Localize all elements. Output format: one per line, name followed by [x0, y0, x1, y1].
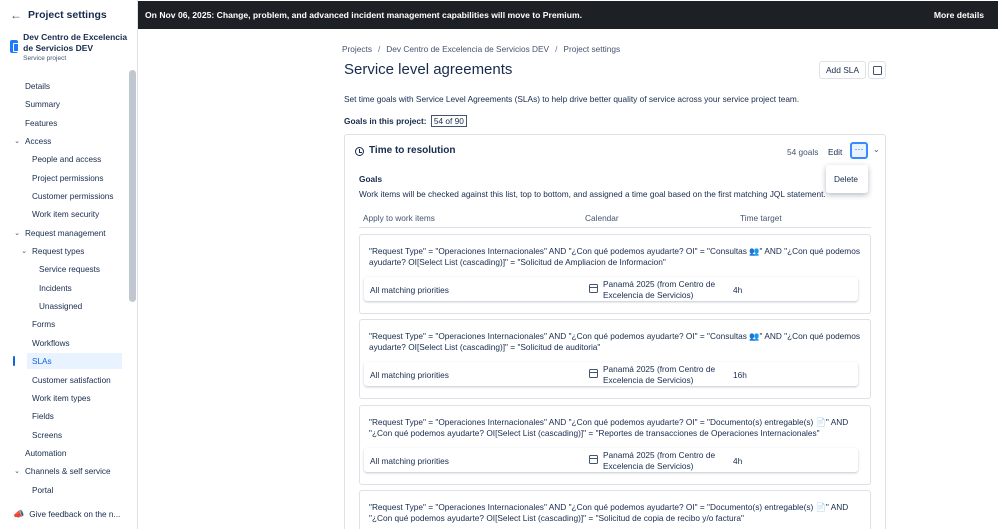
chevron-down-icon: ⌄ [14, 138, 20, 145]
project-name: Dev Centro de Excelencia de Servicios DEV [23, 32, 128, 53]
chevron-down-icon: ⌄ [21, 248, 27, 255]
megaphone-icon: 📣 [13, 508, 25, 519]
goals-label: Goals in this project: [344, 116, 427, 126]
column-header-apply: Apply to work items [363, 213, 435, 223]
sidebar-item-fields[interactable]: Fields [32, 411, 54, 421]
sidebar-item-project-permissions[interactable]: Project permissions [32, 173, 104, 183]
more-actions-menu [826, 165, 868, 193]
sidebar-item-request-management[interactable] [14, 225, 106, 241]
sidebar [0, 0, 138, 529]
sidebar-item-summary[interactable]: Summary [25, 99, 61, 109]
goal-rule [359, 319, 871, 399]
rule-priority: All matching priorities [370, 285, 449, 295]
sidebar-item-unassigned[interactable]: Unassigned [39, 301, 83, 311]
sidebar-item-work-item-types[interactable]: Work item types [32, 393, 91, 403]
sidebar-item-label: Access [25, 136, 52, 146]
chevron-down-icon: ⌄ [14, 230, 20, 237]
more-actions-button[interactable]: ··· [850, 142, 868, 159]
sidebar-item-portal[interactable]: Portal [32, 485, 54, 495]
breadcrumb-separator: / [555, 44, 558, 54]
sidebar-item-people-access[interactable]: People and access [32, 154, 102, 164]
sidebar-item-automation[interactable]: Automation [25, 448, 67, 458]
sidebar-item-channels[interactable] [14, 463, 111, 479]
calendar-icon [589, 284, 598, 293]
sla-title: Time to resolution [369, 145, 456, 156]
sla-card [344, 134, 886, 529]
sidebar-item-slas[interactable]: SLAs [27, 353, 122, 369]
banner-text: On Nov 06, 2025: Change, problem, and advanced incident management capabilities will move to Premium. [145, 10, 582, 20]
rule-calendar: Panamá 2025 (from Centro de Excelencia de Servicios) [603, 450, 716, 471]
rule-condition: "Request Type" = "Operaciones Internacionales" AND "¿Con qué podemos ayudarte? OI" = "Consultas 👥" AND "¿Con qué podemos ayudarte? OI[Select List (cascading)]" = "Solicitud de Ampliacion de Informacion" [369, 246, 860, 267]
calendar-icon [873, 66, 882, 75]
sla-card-header[interactable] [345, 135, 886, 167]
rule-priority: All matching priorities [370, 456, 449, 466]
goals-heading: Goals [359, 174, 383, 184]
rule-row[interactable] [364, 362, 858, 386]
breadcrumb-projects[interactable]: Projects [342, 44, 372, 54]
sidebar-item-features[interactable]: Features [25, 118, 58, 128]
sidebar-item-details[interactable]: Details [25, 81, 51, 91]
rule-calendar: Panamá 2025 (from Centro de Excelencia de Servicios) [603, 364, 716, 385]
give-feedback-button[interactable] [0, 502, 138, 526]
rule-condition: "Request Type" = "Operaciones Internacionales" AND "¿Con qué podemos ayudarte? OI" = "Documento(s) entregable(s) 📄" AND "¿Con qué podemos ayudarte? OI[Select List (cascading)]" = "Reportes de transacciones de Operaciones Internacionales" [369, 417, 849, 438]
back-arrow-icon[interactable]: ← [10, 8, 22, 22]
sidebar-item-customer-satisfaction[interactable]: Customer satisfaction [32, 375, 111, 385]
rule-condition: "Request Type" = "Operaciones Internacionales" AND "¿Con qué podemos ayudarte? OI" = "Documento(s) entregable(s) 📄" AND "¿Con qué podemos ayudarte? OI[Select List (cascading)]" = "Solicitud de copia de recibo y/o factura" [369, 502, 849, 523]
chevron-down-icon: ⌄ [14, 468, 20, 475]
breadcrumb-separator: / [377, 44, 381, 54]
calendar-icon [589, 369, 598, 378]
sidebar-item-forms[interactable]: Forms [32, 319, 56, 329]
project-icon [10, 40, 18, 53]
goal-rule [359, 405, 871, 485]
goals-description: Work items will be checked against this list, top to bottom, and assigned a time goal based on the first matching JQL statement. [359, 189, 826, 199]
header-divider [359, 227, 871, 228]
goals-count: 54 of 90 [431, 115, 467, 127]
menu-item-delete[interactable]: Delete [834, 174, 858, 184]
sidebar-item-service-requests[interactable]: Service requests [39, 264, 100, 274]
sidebar-item-access[interactable] [14, 133, 52, 149]
sidebar-scrollbar[interactable] [129, 70, 136, 302]
rule-time-target: 4h [733, 456, 743, 466]
sidebar-item-label: Request management [25, 228, 106, 238]
sidebar-item-customer-permissions[interactable]: Customer permissions [32, 191, 114, 201]
sidebar-title: Project settings [28, 9, 107, 21]
goals-summary [344, 116, 467, 126]
rule-time-target: 4h [733, 285, 743, 295]
sidebar-header [0, 0, 138, 30]
feedback-label: Give feedback on the n... [29, 509, 121, 519]
rule-time-target: 16h [733, 370, 747, 380]
breadcrumb [342, 44, 620, 54]
edit-button[interactable]: Edit [828, 147, 843, 157]
breadcrumb-settings[interactable]: Project settings [563, 44, 621, 54]
sidebar-item-work-item-security[interactable]: Work item security [32, 209, 100, 219]
page-title: Service level agreements [344, 61, 513, 78]
sidebar-item-workflows[interactable]: Workflows [32, 338, 70, 348]
main-content [138, 29, 998, 529]
more-details-link[interactable]: More details [933, 10, 984, 20]
sidebar-item-request-types[interactable] [21, 243, 85, 259]
goal-rule [359, 234, 871, 314]
calendar-icon [589, 455, 598, 464]
sidebar-item-label: Request types [32, 246, 85, 256]
active-indicator [13, 356, 15, 366]
clock-icon [355, 147, 364, 156]
rule-calendar: Panamá 2025 (from Centro de Excelencia de Servicios) [603, 279, 716, 300]
page-description: Set time goals with Service Level Agreements (SLAs) to help drive better quality of service across your service project team. [344, 94, 800, 104]
rule-row[interactable] [364, 277, 858, 301]
calendar-button[interactable] [868, 61, 886, 79]
rule-row[interactable] [364, 448, 858, 472]
breadcrumb-project[interactable]: Dev Centro de Excelencia de Servicios DEV [386, 44, 550, 54]
column-header-calendar: Calendar [585, 213, 619, 223]
goal-rule [359, 490, 871, 529]
chevron-down-icon[interactable]: ⌄ [873, 145, 880, 154]
sidebar-item-label: Channels & self service [25, 466, 111, 476]
project-header[interactable] [10, 32, 134, 62]
sla-goal-count: 54 goals [787, 147, 819, 157]
sidebar-item-incidents[interactable]: Incidents [39, 283, 72, 293]
premium-banner [138, 1, 998, 29]
add-sla-button[interactable]: Add SLA [819, 61, 866, 79]
sidebar-item-screens[interactable]: Screens [32, 430, 63, 440]
project-type: Service project [23, 55, 67, 62]
rule-condition: "Request Type" = "Operaciones Internacionales" AND "¿Con qué podemos ayudarte? OI" = "Consultas 👥" AND "¿Con qué podemos ayudarte? OI[Select List (cascading)]" = "Solicitud de auditoria" [369, 331, 860, 352]
rule-priority: All matching priorities [370, 370, 449, 380]
column-header-time: Time target [740, 213, 782, 223]
